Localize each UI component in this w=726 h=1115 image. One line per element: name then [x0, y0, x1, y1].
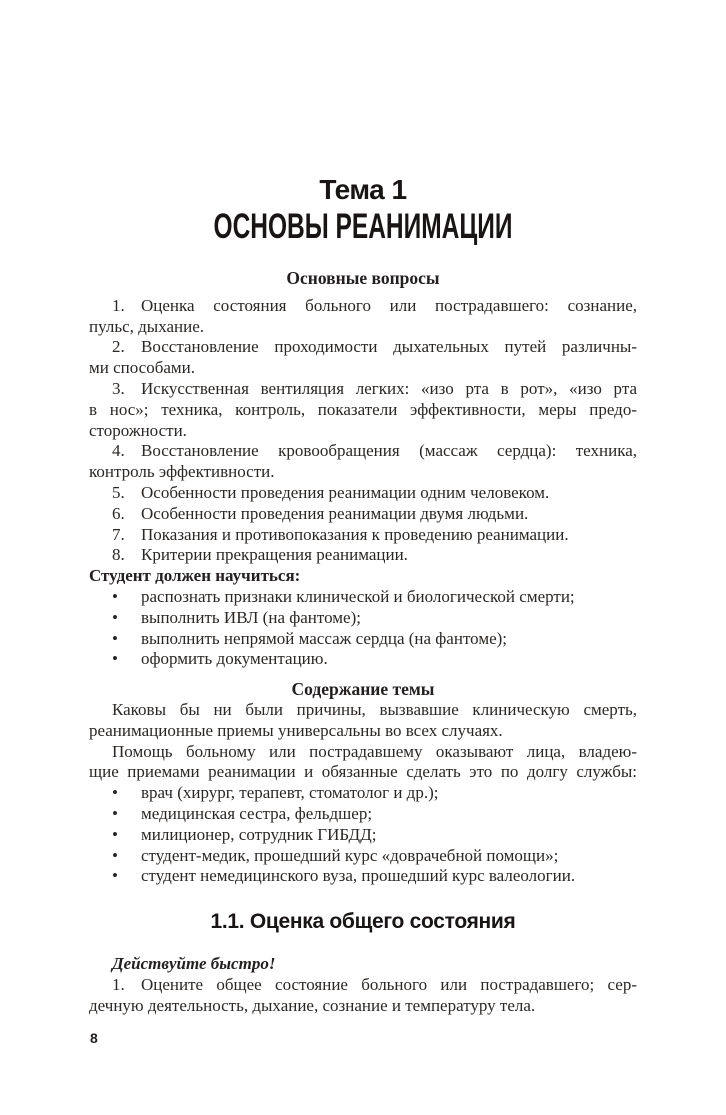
bullet-item [89, 587, 637, 608]
bullet-item [89, 608, 637, 629]
text-run: выполнить ИВЛ (на фантоме); [141, 607, 361, 627]
bullet-marker: • [112, 586, 118, 606]
numbered-item [89, 379, 637, 441]
text-run: Оцените общее состояние больного или пострадавшего; сер- [141, 974, 637, 994]
paragraph [89, 700, 637, 742]
text-run: милиционер, сотрудник ГИБДД; [141, 824, 377, 844]
text-line [89, 783, 637, 804]
document-body [89, 268, 637, 1017]
chapter-kicker: Тема 1 [319, 174, 407, 205]
text-line [89, 866, 637, 887]
text-line [89, 317, 637, 338]
list-number: 5. [112, 482, 125, 502]
text-run: врач (хирург, терапевт, стоматолог и др.); [141, 783, 439, 803]
text-line [89, 525, 637, 546]
text-line [89, 954, 637, 975]
text-run: распознать признаки клинической и биологической смерти; [141, 586, 575, 606]
numbered-item [89, 337, 637, 379]
text-run: Особенности проведения реанимации двумя людьми. [141, 503, 529, 523]
text-run: Критерии прекращения реанимации. [141, 545, 408, 565]
text-line [89, 975, 637, 996]
bullet-item [89, 783, 637, 804]
text-line [89, 400, 637, 421]
text-run: студент немедицинского вуза, прошедший курс валеологии. [141, 866, 576, 886]
text-line [89, 441, 637, 462]
bullet-marker: • [112, 866, 118, 886]
text-line [89, 379, 637, 400]
text-line [89, 742, 637, 763]
text-run: Восстановление проходимости дыхательных путей различны- [141, 337, 637, 357]
bullet-marker: • [112, 824, 118, 844]
bullet-item [89, 804, 637, 825]
bullet-marker: • [112, 649, 118, 669]
list-number: 8. [112, 545, 125, 565]
text-run: медицинская сестра, фельдшер; [141, 803, 373, 823]
text-line [89, 358, 637, 379]
topic-content-heading: Содержание темы [291, 679, 435, 700]
text-run: Искусственная вентиляция легких: «изо рта в рот», «изо рта [141, 378, 637, 398]
numbered-item [89, 504, 637, 525]
chapter-title: ОСНОВЫ РЕАНИМАЦИИ [213, 207, 513, 246]
numbered-item [89, 525, 637, 546]
text-run: Восстановление кровообращения (массаж сердца): техника, [141, 441, 637, 461]
text-run: в нос»; техника, контроль, показатели эффективности, меры предо- [89, 399, 637, 419]
text-run: выполнить непрямой массаж сердца (на фантоме); [141, 628, 508, 648]
text-run: контроль эффективности. [89, 462, 275, 482]
text-line [89, 566, 637, 587]
numbered-item [89, 545, 637, 566]
section-heading: 1.1. Оценка общего состояния [210, 910, 516, 934]
bullet-marker: • [112, 628, 118, 648]
text-line [89, 545, 637, 566]
numbered-item [89, 975, 637, 1017]
text-run: Действуйте быстро! [112, 954, 276, 974]
bullet-item [89, 846, 637, 867]
text-line [89, 649, 637, 670]
list-number: 3. [112, 378, 125, 398]
text-line [89, 462, 637, 483]
page-number: 8 [90, 1030, 98, 1046]
text-line [89, 483, 637, 504]
text-run: оформить документацию. [141, 649, 328, 669]
bullet-item [89, 866, 637, 887]
text-run: пульс, дыхание. [89, 316, 205, 336]
text-run: Студент должен научиться: [89, 566, 301, 586]
bullet-marker: • [112, 607, 118, 627]
text-line [89, 846, 637, 867]
text-line [89, 629, 637, 650]
questions-heading: Основные вопросы [286, 268, 440, 288]
text-line [89, 421, 637, 442]
bullet-marker: • [112, 783, 118, 803]
text-line [89, 608, 637, 629]
text-line [89, 296, 637, 317]
text-run: сторожности. [89, 420, 187, 440]
numbered-item [89, 441, 637, 483]
paragraph [89, 742, 637, 784]
text-line [89, 587, 637, 608]
text-run: Помощь больному или пострадавшему оказывают лица, владею- [112, 741, 637, 761]
bullet-marker: • [112, 803, 118, 823]
text-run: ми способами. [89, 358, 196, 378]
text-line [89, 762, 637, 783]
text-run: Показания и противопоказания к проведению реанимации. [141, 524, 569, 544]
bullet-item [89, 649, 637, 670]
text-line [89, 996, 637, 1017]
text-line [89, 825, 637, 846]
numbered-item [89, 483, 637, 504]
list-number: 7. [112, 524, 125, 544]
text-run: дечную деятельность, дыхание, сознание и температуру тела. [89, 995, 536, 1015]
bullet-item [89, 825, 637, 846]
text-line [89, 337, 637, 358]
bullet-item [89, 629, 637, 650]
action-note [89, 954, 637, 975]
list-number: 1. [112, 974, 125, 994]
skills-heading [89, 566, 637, 587]
list-number: 2. [112, 337, 125, 357]
list-number: 4. [112, 441, 125, 461]
text-run: Оценка состояния больного или пострадавшего: сознание, [141, 295, 637, 315]
text-run: щие приемами реанимации и обязанные сделать это по долгу службы: [89, 762, 637, 782]
list-number: 1. [112, 295, 125, 315]
text-line [89, 804, 637, 825]
text-run: Каковы бы ни были причины, вызвавшие клиническую смерть, [112, 699, 637, 719]
text-run: студент-медик, прошедший курс «доврачебной помощи»; [141, 845, 559, 865]
text-run: реанимационные приемы универсальны во всех случаях. [89, 720, 503, 740]
page-content [89, 0, 637, 1017]
text-line [89, 504, 637, 525]
numbered-item [89, 296, 637, 338]
list-number: 6. [112, 503, 125, 523]
text-line [89, 700, 637, 721]
bullet-marker: • [112, 845, 118, 865]
text-line [89, 721, 637, 742]
text-run: Особенности проведения реанимации одним человеком. [141, 482, 550, 502]
